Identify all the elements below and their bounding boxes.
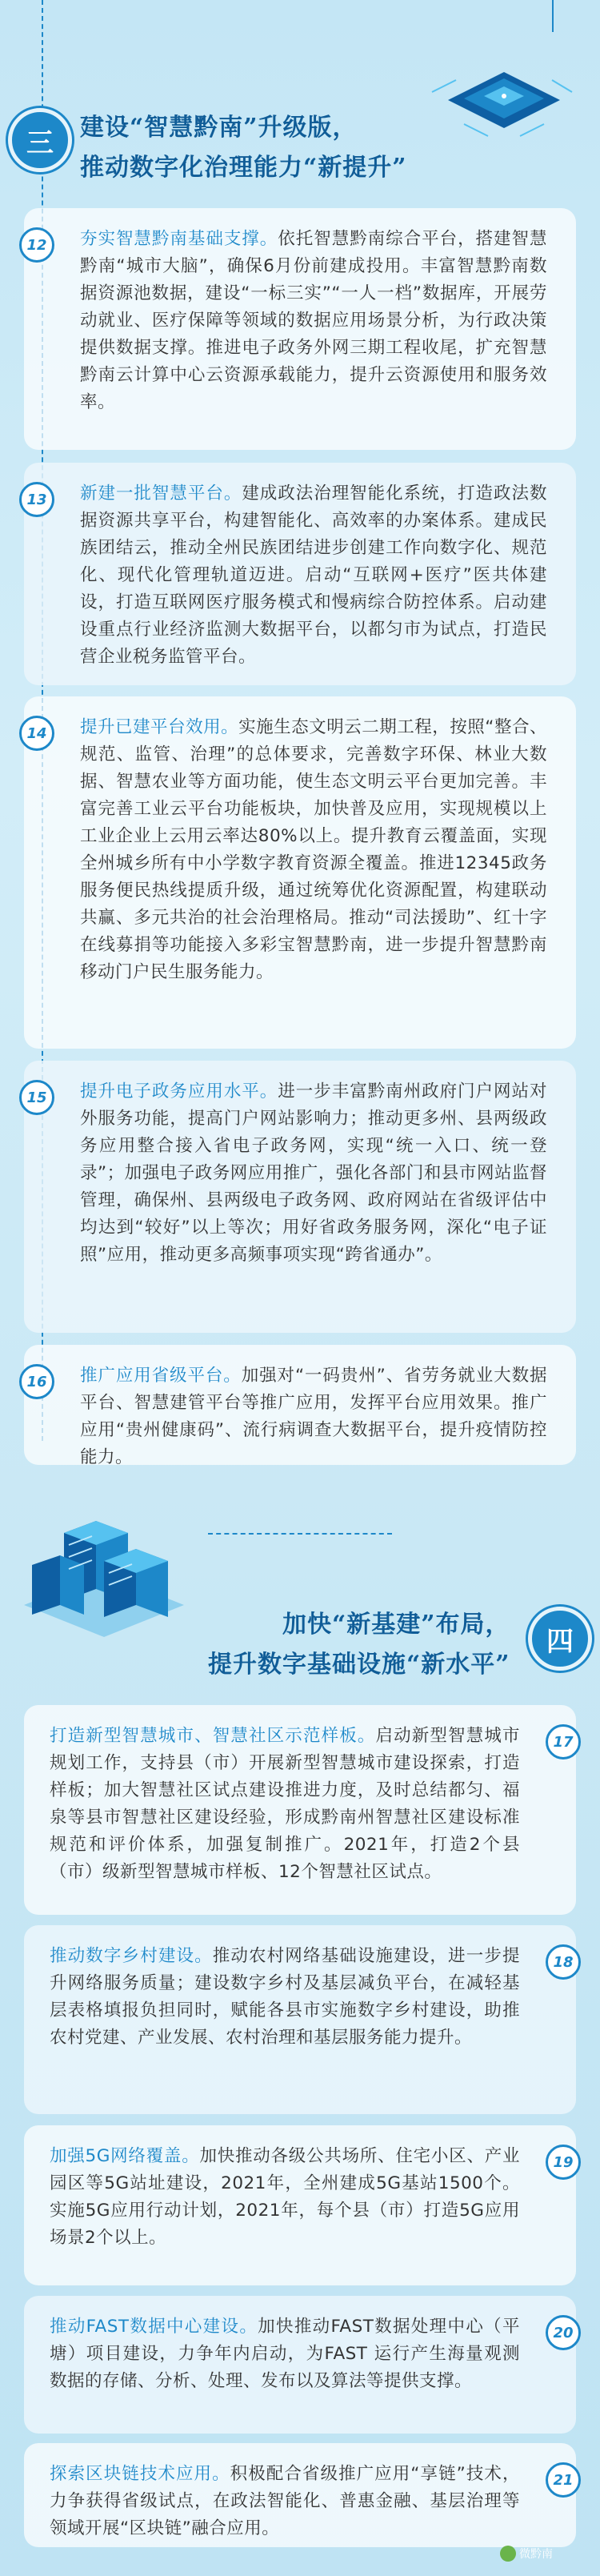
section-3-title-line2: 推动数字化治理能力“新提升” xyxy=(80,154,407,182)
item-card-21 xyxy=(24,2443,576,2547)
item-lead: 推广应用省级平台。 xyxy=(80,1366,242,1386)
item-text xyxy=(24,1925,576,2069)
item-body: 实施生态文明云二期工程，按照“整合、规范、监管、治理”的总体要求，完善数字环保、林业大数据、智慧农业等方面功能，使生态文明云平台更加完善。丰富完善工业云平台功能板块，加快普及应用，实现规模以上工业企业上云用云率达80%以上。提升教育云覆盖面，实现全州城乡所有中小学数字教育资源全覆盖。推进12345政务服务便民热线提质升级，通过统筹优化资源配置，构建联动共赢、多元共治的社会治理格局。推动“司法援助”、红十字在线募捐等功能接入多彩宝智慧黔南，进一步提升智慧黔南移动门户民生服务能力。 xyxy=(80,717,547,982)
item-text xyxy=(24,2443,576,2560)
item-number-badge: 13 xyxy=(19,482,54,517)
item-number-badge: 19 xyxy=(546,2145,581,2180)
item-text xyxy=(24,2125,576,2269)
item-card-14 xyxy=(24,696,576,1049)
item-body: 积极配合省级推广应用“享链”技术，力争获得省级试点，在政法智能化、普惠金融、基层治理等领域开展“区块链”融合应用。 xyxy=(50,2464,520,2538)
item-body: 进一步丰富黔南州政府门户网站对外服务功能，提高门户网站影响力；推动更多州、县两级政务应用整合接入省电子政务网，实现“统一入口、统一登录”；加强电子政务网应用推广，强化各部门和县市网站监督管理，确保州、县两级电子政务网、政府网站在省级评估中均达到“较好”以上等次；用好省政务服务网，深化“电子证照”应用，推动更多高频事项实现“跨省通办”。 xyxy=(80,1081,547,1265)
item-lead: 推动数字乡村建设。 xyxy=(50,1946,213,1966)
item-number-badge: 18 xyxy=(546,1944,581,1980)
item-lead: 提升电子政务应用水平。 xyxy=(80,1081,278,1101)
item-lead: 探索区块链技术应用。 xyxy=(50,2464,230,2484)
section-4-title-line1: 加快“新基建”布局， xyxy=(282,1611,510,1639)
item-lead: 打造新型智慧城市、智慧社区示范样板。 xyxy=(50,1726,376,1746)
item-card-15 xyxy=(24,1061,576,1333)
item-card-13 xyxy=(24,463,576,685)
item-card-12 xyxy=(24,208,576,450)
item-number-badge: 21 xyxy=(546,2462,581,2498)
top-connector-line xyxy=(552,0,554,32)
section-4-number-badge: 四 xyxy=(528,1607,592,1671)
section-4-title xyxy=(208,1605,510,1685)
item-number-badge: 14 xyxy=(19,716,54,751)
item-body: 加快推动FAST数据处理中心（平塘）项目建设，力争年内启动，为FAST 运行产生海量观测数据的存储、分析、处理、发布以及算法等提供支撑。 xyxy=(50,2317,520,2391)
item-text xyxy=(24,463,576,688)
watermark xyxy=(500,2546,553,2562)
item-body: 建成政法治理智能化系统，打造政法数据资源共享平台，构建智能化、高效率的办案体系。建成民族团结云，推动全州民族团结进步创建工作向数字化、规范化、现代化管理轨道迈进。启动“互联网+医疗”医共体建设，打造互联网医疗服务模式和慢病综合防控体系。启动建设重点行业经济监测大数据平台，以都匀市为试点，打造民营企业税务监管平台。 xyxy=(80,484,547,667)
section-3-header xyxy=(0,44,600,204)
item-text xyxy=(24,1061,576,1286)
section-4-divider xyxy=(208,1533,392,1535)
item-number-badge: 15 xyxy=(19,1080,54,1115)
watermark-text: 微黔南 xyxy=(519,2548,553,2561)
item-lead: 加强5G网络覆盖。 xyxy=(50,2146,200,2166)
section-4-header xyxy=(0,1485,600,1693)
item-text xyxy=(24,1705,576,1904)
item-card-18 xyxy=(24,1925,576,2114)
item-text xyxy=(24,1345,576,1489)
section-3-title-line1: 建设“智慧黔南”升级版， xyxy=(80,114,358,142)
item-lead: 夯实智慧黔南基础支撑。 xyxy=(80,229,278,249)
item-body: 启动新型智慧城市规划工作，支持县（市）开展新型智慧城市建设探索，打造样板；加大智慧社区试点建设推进力度，及时总结都匀、福泉等县市智慧社区建设经验，形成黔南州智慧社区建设标准规范和评价体系，加强复制推广。2021年，打造2个县（市）级新型智慧城市样板、12个智慧社区试点。 xyxy=(50,1726,520,1882)
section-4-title-line2: 提升数字基础设施“新水平” xyxy=(208,1651,510,1679)
item-text xyxy=(24,696,576,1004)
item-text xyxy=(24,208,576,434)
item-body: 推动农村网络基础设施建设，进一步提升网络服务质量；建设数字乡村及基层减负平台，在减轻基层表格填报负担同时，赋能各县市实施数字乡村建设，助推农村党建、产业发展、农村治理和基层服务能力提升。 xyxy=(50,1946,520,2048)
item-card-16 xyxy=(24,1345,576,1465)
item-number-badge: 20 xyxy=(546,2315,581,2350)
item-text xyxy=(24,2296,576,2413)
item-number-badge: 17 xyxy=(546,1724,581,1759)
item-lead: 推动FAST数据中心建设。 xyxy=(50,2317,258,2337)
item-lead: 提升已建平台效用。 xyxy=(80,717,239,737)
item-card-19 xyxy=(24,2125,576,2285)
server-illustration xyxy=(16,1485,192,1637)
item-body: 依托智慧黔南综合平台，搭建智慧黔南“城市大脑”，确保6月份前建成投用。丰富智慧黔南数据资源池数据，建设“一标三实”“一人一档”数据库，开展劳动就业、医疗保障等领域的数据应用场景分析，为行政决策提供数据支撑。推进电子政务外网三期工程收尾，扩充智慧黔南云计算中心云资源承载能力，提升云资源使用和服务效率。 xyxy=(80,229,547,412)
item-body: 加强对“一码贵州”、省劳务就业大数据平台、智慧建管平台等推广应用，发挥平台应用效果。推广应用“贵州健康码”、流行病调查大数据平台，提升疫情防控能力。 xyxy=(80,1366,547,1467)
item-body: 加快推动各级公共场所、住宅小区、产业园区等5G站址建设，2021年，全州建成5G基站1500个。实施5G应用行动计划，2021年，每个县（市）打造5G应用场景2个以上。 xyxy=(50,2146,520,2248)
wechat-icon xyxy=(500,2546,516,2562)
item-card-20 xyxy=(24,2296,576,2434)
section-3-number-badge: 三 xyxy=(8,108,72,172)
item-number-badge: 16 xyxy=(19,1364,54,1399)
item-lead: 新建一批智慧平台。 xyxy=(80,484,242,504)
chip-illustration xyxy=(416,52,576,140)
item-number-badge: 12 xyxy=(19,227,54,263)
section-3-title xyxy=(80,108,407,188)
item-card-17 xyxy=(24,1705,576,1915)
